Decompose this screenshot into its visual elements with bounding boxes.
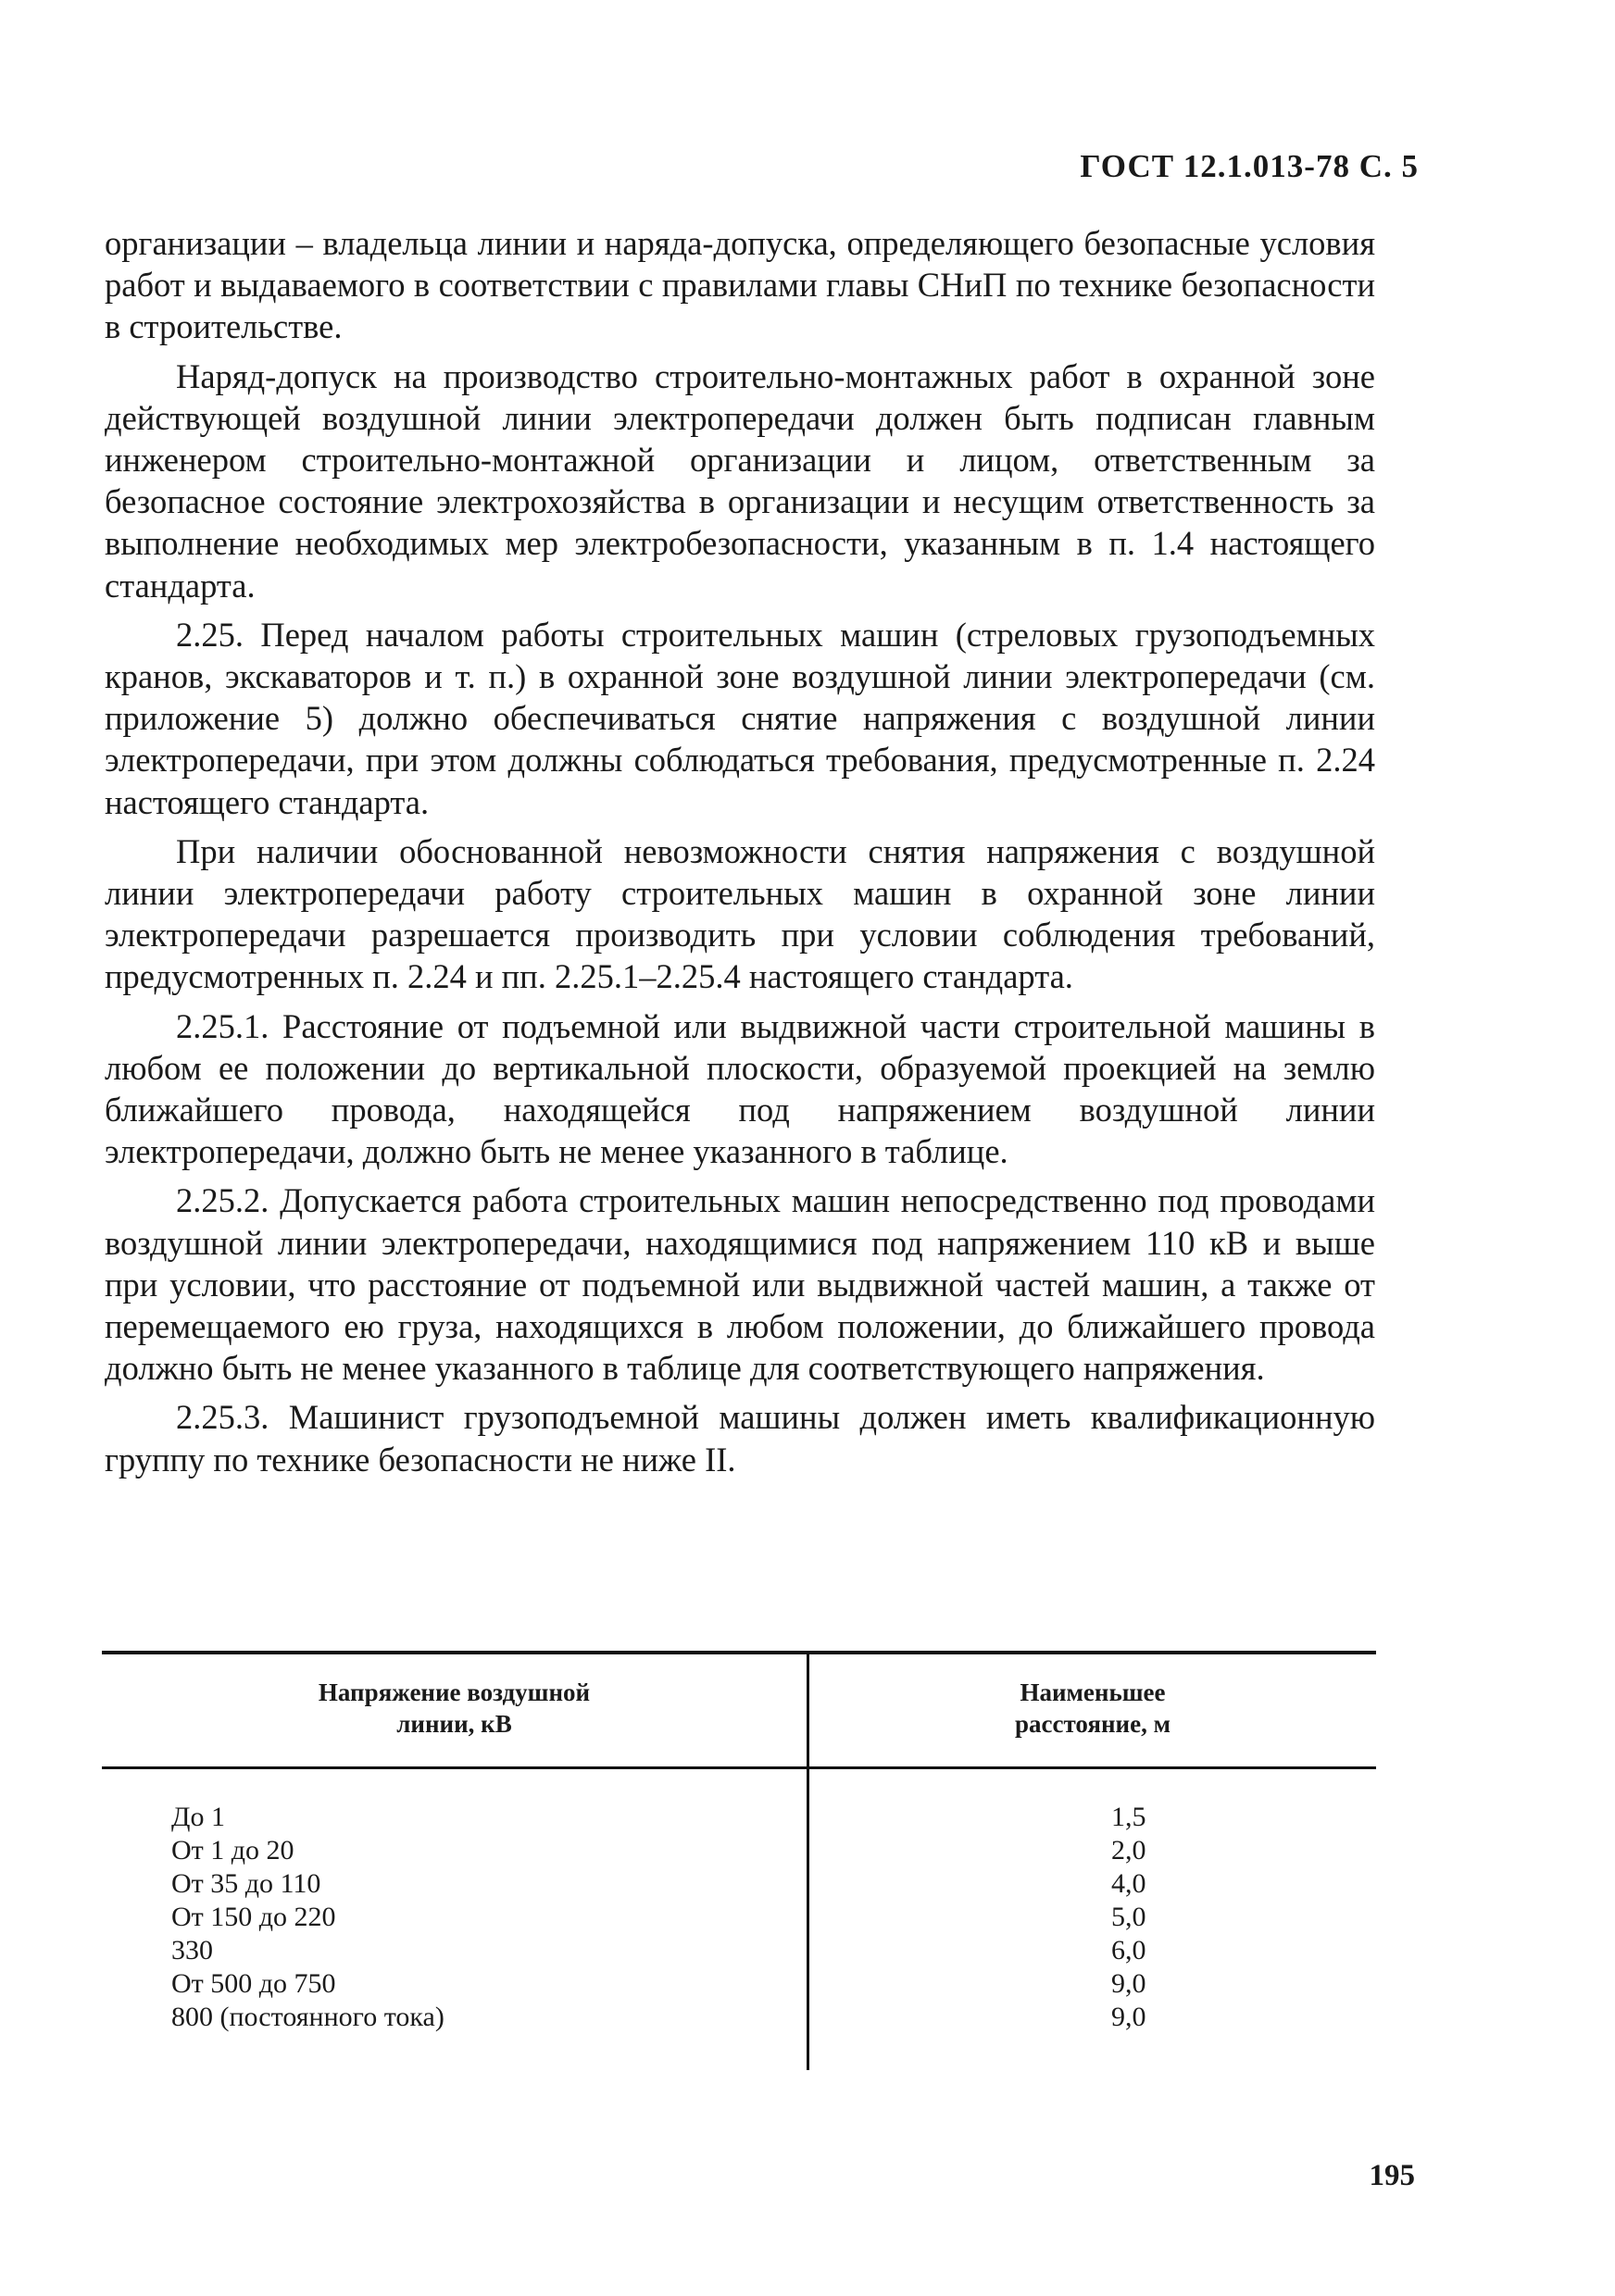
table-cell-voltage: От 1 до 20 xyxy=(171,1835,294,1866)
table-cell-voltage: 330 xyxy=(171,1935,213,1965)
table-header xyxy=(102,1654,1376,1766)
distance-column xyxy=(809,1769,1376,2070)
table-body xyxy=(102,1769,1376,2070)
running-head: ГОСТ 12.1.013-78 С. 5 xyxy=(1080,148,1419,184)
table-cell-distance: 9,0 xyxy=(1111,2002,1146,2032)
paragraph-2-25-1: 2.25.1. Расстояние от подъемной или выдвижной части строительной машины в любом ее положении до вертикальной плоскости, образуемой проекцией на землю ближайшего провода, находящейся под напряжением воздушной линии электропередачи, должно быть не менее указанного в таблице. xyxy=(105,1006,1375,1171)
voltage-column xyxy=(102,1769,809,2070)
table-cell-voltage: 800 (постоянного тока) xyxy=(171,2002,444,2032)
paragraph-voltage-removal: При наличии обоснованной невозможности снятия напряжения с воздушной линии электропередачи работу строительных машин в охранной зоне линии электропередачи разрешается производить при условии соблюдения требований, предусмотренных п. 2.24 и пп. 2.25.1–2.25.4 настоящего стандарта. xyxy=(105,831,1375,996)
table-cell-distance: 9,0 xyxy=(1111,1968,1146,1999)
paragraph-2-25-2: 2.25.2. Допускается работа строительных машин непосредственно под проводами воздушной линии электропередачи, находящимися под напряжением 110 кВ и выше при условии, что расстояние от подъемной или выдвижной частей машин, а также от перемещаемого ею груза, находящихся в любом положении, до ближайшего провода должно быть не менее указанного в таблице для соответствующего напряжения. xyxy=(105,1181,1375,1388)
header-voltage: Напряжение воздушной линии, кВ xyxy=(102,1654,809,1766)
page-number: 195 xyxy=(1369,2159,1415,2192)
paragraph-2-25: 2.25. Перед началом работы строительных машин (стреловых грузоподъемных кранов, экскаваторов и т. п.) в охранной зоне воздушной линии электропередачи (см. приложение 5) должно обеспечиваться снятие напряжения с воздушной линии электропередачи, при этом должны соблюдаться требования, предусмотренные п. 2.24 настоящего стандарта. xyxy=(105,615,1375,821)
paragraph-work-permit: Наряд-допуск на производство строительно-монтажных работ в охранной зоне действующей воздушной линии электропередачи должен быть подписан главным инженером строительно-монтажной организации и лицом, ответственным за безопасное состояние электрохозяйства в организации и несущим ответственность за выполнение необходимых мер электробезопасности, указанным в п. 1.4 настоящего стандарта. xyxy=(105,356,1375,605)
distance-table xyxy=(102,1651,1376,2070)
table-cell-voltage: От 500 до 750 xyxy=(171,1968,336,1999)
paragraph-continuation: организации – владельца линии и наряда-допуска, определяющего безопасные условия работ и выдаваемого в соответствии с правилами главы СНиП по технике безопасности в строительстве. xyxy=(105,224,1375,346)
table-cell-distance: 6,0 xyxy=(1111,1935,1146,1965)
table-cell-distance: 1,5 xyxy=(1111,1802,1146,1832)
table-cell-voltage: До 1 xyxy=(171,1802,225,1832)
table-cell-voltage: От 35 до 110 xyxy=(171,1868,321,1899)
table-cell-distance: 4,0 xyxy=(1111,1868,1146,1899)
table-cell-distance: 2,0 xyxy=(1111,1835,1146,1866)
header-distance: Наименьшее расстояние, м xyxy=(1015,1678,1171,1738)
paragraph-2-25-3: 2.25.3. Машинист грузоподъемной машины должен иметь квалификационную группу по технике безопасности не ниже II. xyxy=(105,1398,1375,1479)
body-text xyxy=(105,222,1375,1488)
table-cell-voltage: От 150 до 220 xyxy=(171,1902,336,1932)
table-cell-distance: 5,0 xyxy=(1111,1902,1146,1932)
